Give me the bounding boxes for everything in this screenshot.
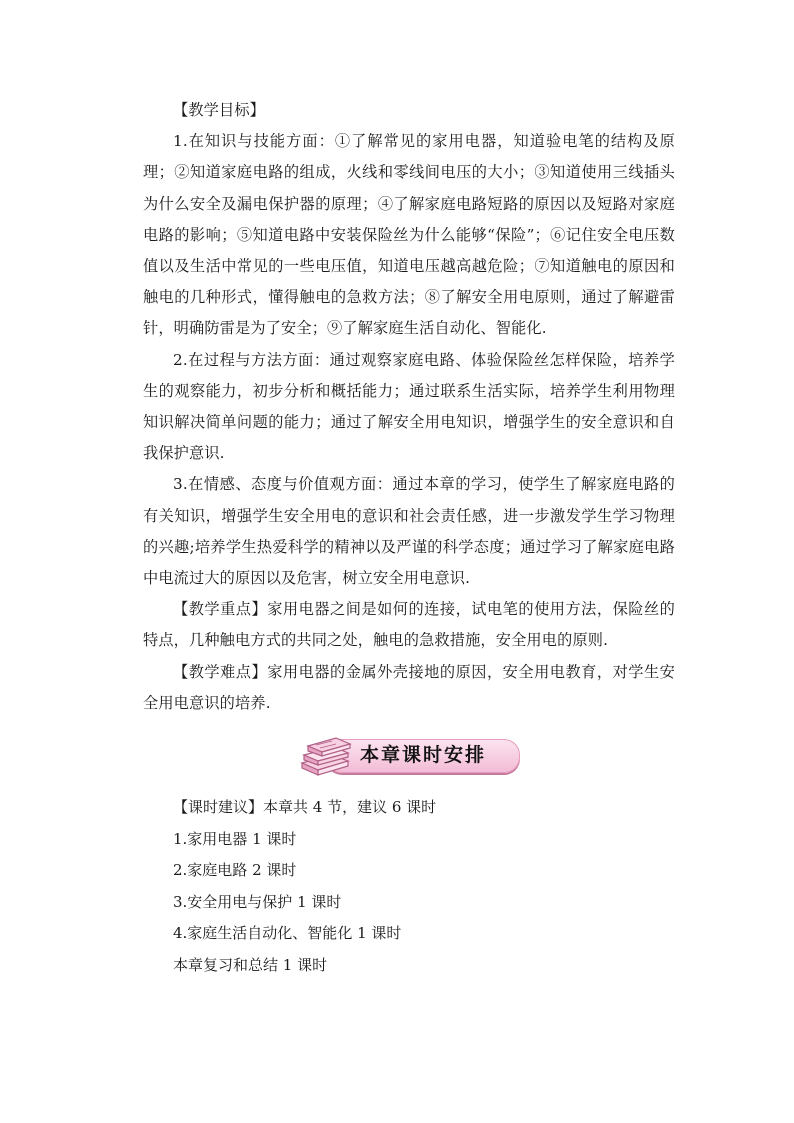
difficulties-label: 【教学难点】 bbox=[173, 662, 268, 681]
key-points-paragraph bbox=[143, 594, 675, 656]
schedule-summary bbox=[143, 792, 675, 824]
objective-process-methods: 2.在过程与方法方面：通过观察家庭电路、体验保险丝怎样保险，培养学生的观察能力，初步分析和概括能力；通过联系生活实际，培养学生利用物理知识解决简单问题的能力；通过了解安全用电知识，增强学生的安全意识和自我保护意识. bbox=[143, 350, 675, 463]
schedule-item: 3.安全用电与保护 1 课时 bbox=[173, 892, 342, 911]
objective-emotion-values: 3.在情感、态度与价值观方面：通过本章的学习，使学生了解家庭电路的有关知识，增强学生安全用电的意识和社会责任感，进一步激发学生学习物理的兴趣;培养学生热爱科学的精神以及严谨的科学态度；通过学习了解家庭电路中电流过大的原因以及危害，树立安全用电意识. bbox=[143, 475, 675, 588]
schedule-item: 2.家庭电路 2 课时 bbox=[173, 861, 297, 880]
document-page bbox=[143, 95, 675, 981]
chapter-schedule-banner bbox=[298, 733, 520, 779]
schedule-item: 本章复习和总结 1 课时 bbox=[173, 955, 328, 974]
objective-knowledge-skills: 1.在知识与技能方面：①了解常见的家用电器，知道验电笔的结构及原理；②知道家庭电路的组成，火线和零线间电压的大小；③知道使用三线插头为什么安全及漏电保护器的原理；④了解家庭电路短路的原因以及短路对家庭电路的影响；⑤知道电路中安装保险丝为什么能够“保险”；⑥记住安全电压数值以及生活中常见的一些电压值，知道电压越高越危险；⑦知道触电的原因和触电的几种形式，懂得触电的急救方法；⑧了解安全用电原则，通过了解避雷针，明确防雷是为了安全；⑨了解家庭生活自动化、智能化. bbox=[143, 132, 675, 338]
objectives-heading: 【教学目标】 bbox=[173, 101, 266, 119]
section-banner bbox=[143, 728, 675, 784]
book-stack-icon bbox=[298, 733, 354, 779]
difficulties-text: 家用电器的金属外壳接地的原因，安全用电教育，对学生安全用电意识的培养. bbox=[143, 662, 676, 712]
schedule-item: 1.家用电器 1 课时 bbox=[173, 829, 297, 848]
schedule-label: 【课时建议】 bbox=[173, 798, 264, 817]
key-points-label: 【教学重点】 bbox=[173, 600, 268, 619]
difficulties-paragraph bbox=[143, 657, 675, 719]
schedule-item: 4.家庭生活自动化、智能化 1 课时 bbox=[173, 924, 402, 943]
schedule-summary-text: 本章共 4 节，建议 6 课时 bbox=[263, 798, 437, 817]
key-points-text: 家用电器之间是如何的连接，试电笔的使用方法，保险丝的特点，几种触电方式的共同之处，触电的急救措施，安全用电的原则. bbox=[143, 600, 676, 650]
banner-title: 本章课时安排 bbox=[360, 744, 487, 767]
